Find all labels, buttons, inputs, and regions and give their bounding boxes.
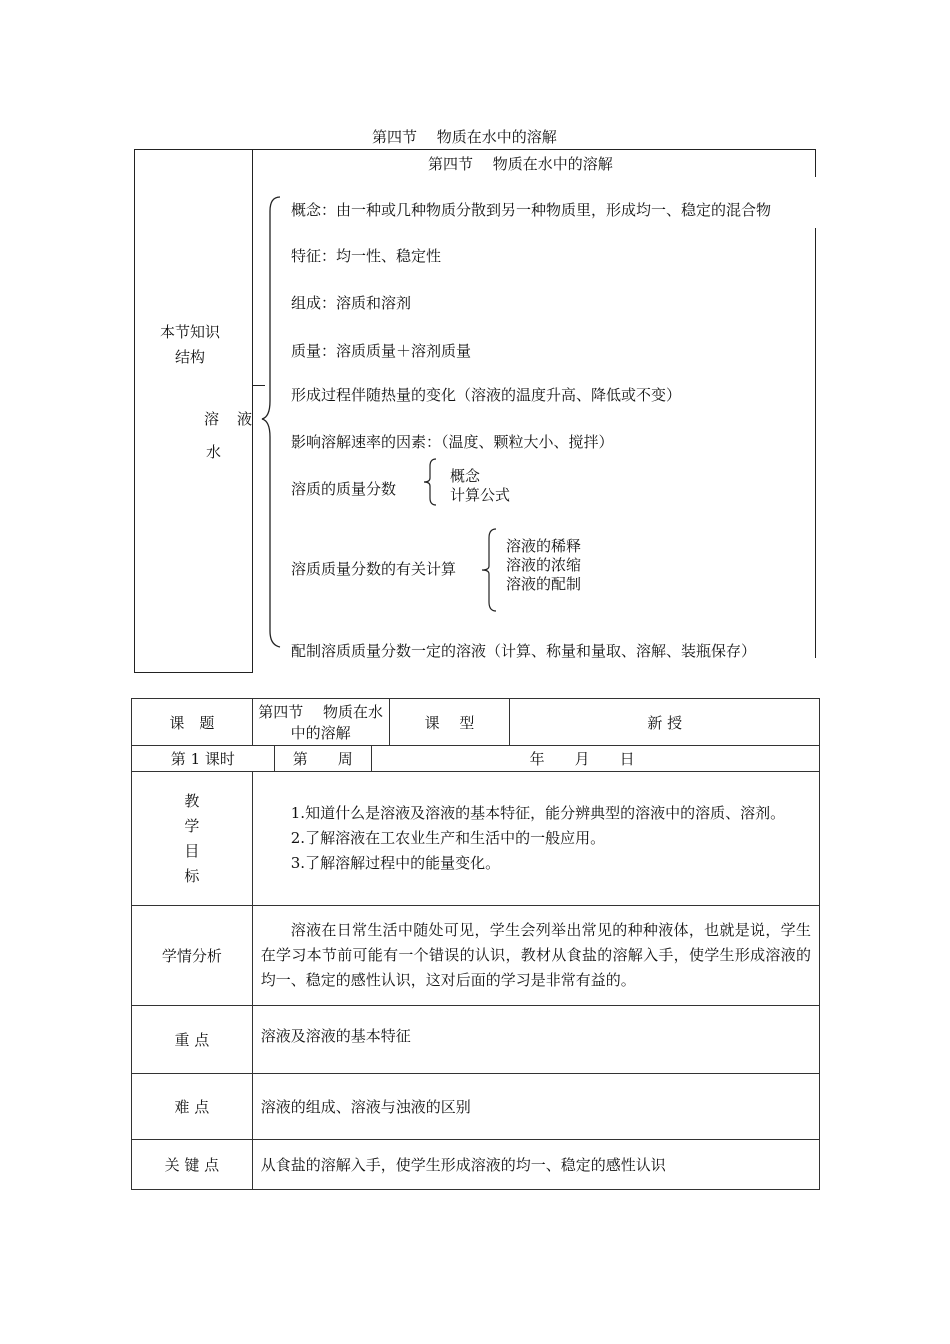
mass-fraction-sub-concept: 概念 — [450, 467, 481, 485]
main-brace — [258, 195, 282, 650]
topic-value: 第四节 物质在水中的溶解 — [252, 699, 389, 746]
key-value: 溶液及溶液的基本特征 — [252, 1006, 819, 1074]
calc-label: 溶质质量分数的有关计算 — [291, 560, 457, 578]
structure-item-mass: 质量：溶质质量＋溶剂质量 — [291, 342, 472, 360]
goal-1: 1.知道什么是溶液及溶液的基本特征，能分辨典型的溶液中的溶质、溶剂。 — [290, 804, 786, 822]
mass-fraction-sub-formula: 计算公式 — [450, 486, 511, 504]
topic-label: 课 题 — [132, 699, 253, 746]
mass-fraction-label: 溶质的质量分数 — [291, 480, 397, 498]
type-label: 课 型 — [389, 699, 510, 746]
keypoint-value: 从食盐的溶解入手，使学生形成溶液的均一、稳定的感性认识 — [252, 1140, 819, 1190]
goals-label: 教 学 目 标 — [132, 772, 253, 906]
period-label: 第 1 课时 — [132, 746, 275, 772]
solution-label: 溶 液 — [204, 410, 253, 428]
structure-item-rate: 影响溶解速率的因素：（温度、颗粒大小、搅拌） — [291, 433, 614, 451]
inner-title: 第四节 物质在水中的溶解 — [428, 155, 613, 173]
goal-2: 2.了解溶液在工农业生产和生活中的一般应用。 — [290, 829, 606, 847]
goal-3: 3.了解溶解过程中的能量变化。 — [290, 854, 501, 872]
structure-item-concept: 概念：由一种或几种物质分散到另一种物质里，形成均一、稳定的混合物 — [291, 201, 772, 219]
structure-label: 本节知识 结构 — [160, 323, 221, 366]
week-label: 第 周 — [274, 746, 371, 772]
type-value: 新 授 — [510, 699, 820, 746]
key-label: 重 点 — [132, 1006, 253, 1074]
structure-item-feature: 特征：均一性、稳定性 — [291, 247, 442, 265]
mass-fraction-brace — [422, 458, 438, 506]
structure-item-heat: 形成过程伴随热量的变化（溶液的温度升高、降低或不变） — [291, 386, 682, 404]
structure-item-preparation: 配制溶质质量分数一定的溶液（计算、称量和量取、溶解、装瓶保存） — [291, 642, 757, 660]
goals-content — [252, 772, 819, 906]
analysis-label: 学情分析 — [132, 906, 253, 1006]
difficult-label: 难 点 — [132, 1074, 253, 1140]
structure-item-composition: 组成：溶质和溶剂 — [291, 294, 412, 312]
water-label: 水 — [206, 443, 222, 461]
analysis-content: 溶液在日常生活中随处可见，学生会列举出常见的种种液体，也就是说，学生在学习本节前可能有一个错误的认识，教材从食盐的溶解入手，使学生形成溶液的均一、稳定的感性认识，这对后面的学习是非常有益的。 — [252, 906, 819, 1006]
calc-brace — [480, 528, 498, 612]
calc-sub-concentration: 溶液的浓缩 — [506, 556, 582, 574]
difficult-value: 溶液的组成、溶液与浊液的区别 — [252, 1074, 819, 1140]
calc-sub-preparation: 溶液的配制 — [506, 575, 582, 593]
lesson-table — [131, 698, 820, 1190]
page-title: 第四节 物质在水中的溶解 — [372, 128, 557, 146]
keypoint-label: 关 键 点 — [132, 1140, 253, 1190]
date-label: 年 月 日 — [371, 746, 819, 772]
calc-sub-dilution: 溶液的稀释 — [506, 537, 582, 555]
